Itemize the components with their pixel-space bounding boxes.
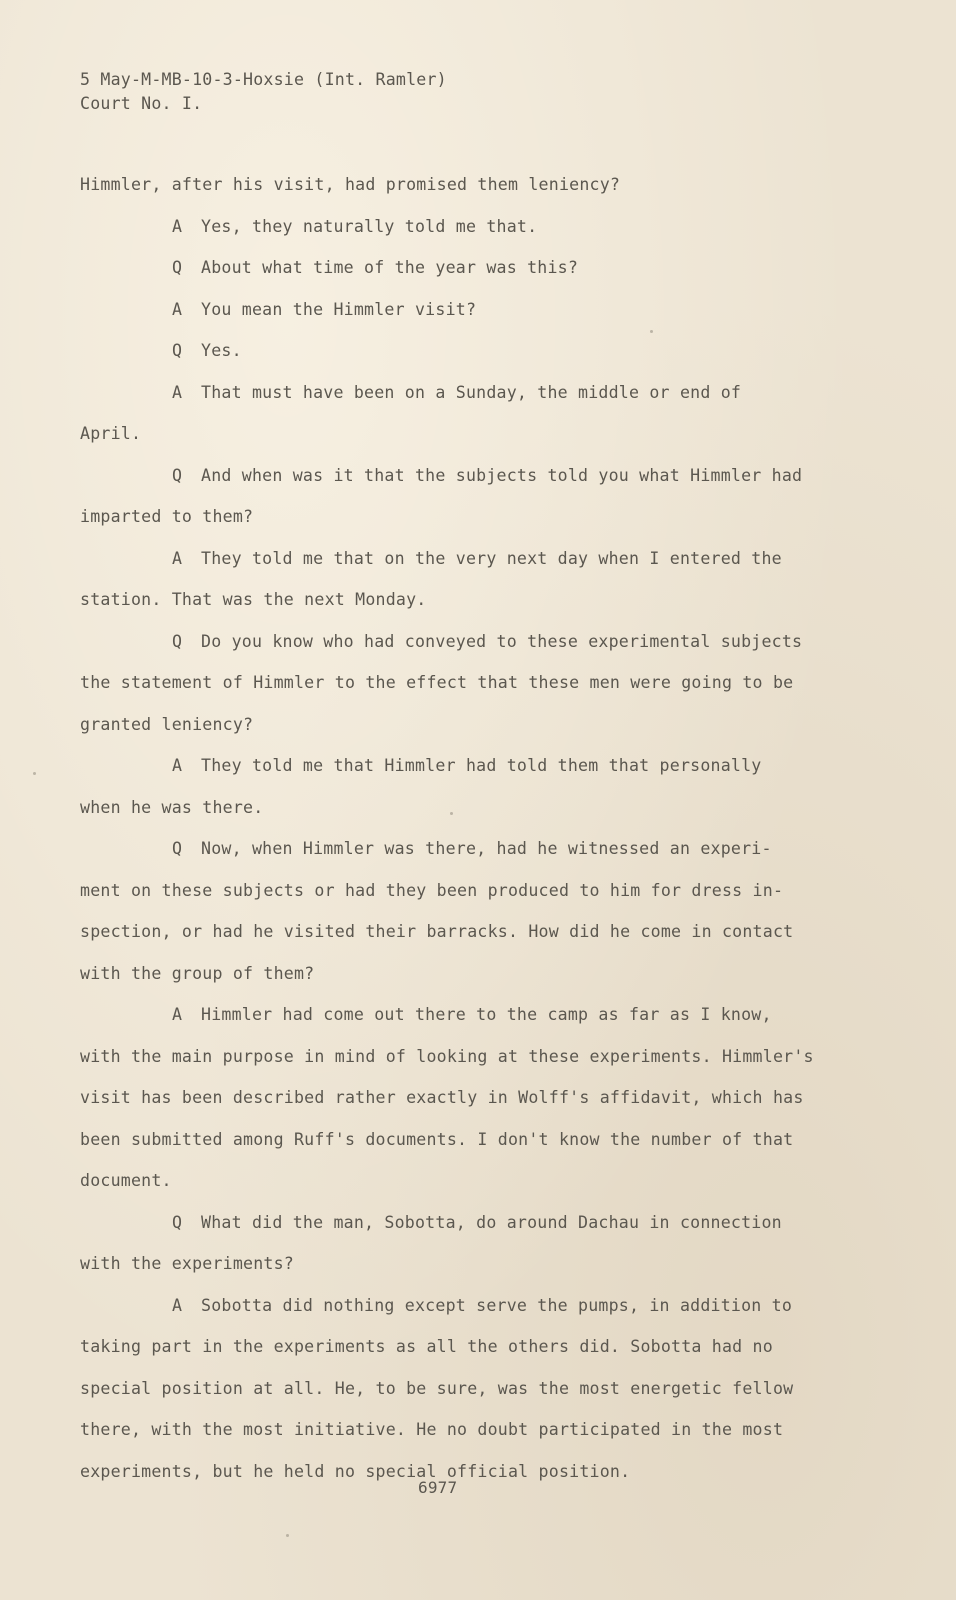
line-text: And when was it that the subjects told you what Himmler had (201, 465, 803, 485)
continuation-line (80, 961, 860, 1003)
speaker-label: A (172, 1005, 183, 1024)
speaker-label: Q (172, 258, 183, 277)
speaker-label: A (172, 1295, 183, 1315)
continuation-line (80, 795, 860, 837)
line-text: special position at all. He, to be sure, was the most energetic fellow (80, 1378, 794, 1398)
speaker-label: A (172, 756, 183, 775)
continuation-line (80, 1334, 860, 1376)
line-text: there, with the most initiative. He no doubt participated in the most (80, 1420, 784, 1439)
line-text: station. That was the next Monday. (80, 590, 427, 609)
line-text: Himmler had come out there to the camp as far as I know, (201, 1005, 772, 1024)
dialogue-line-question (80, 629, 860, 671)
line-text: What did the man, Sobotta, do around Dachau in connection (201, 1212, 782, 1232)
continuation-line (80, 1417, 860, 1459)
line-text: the statement of Himmler to the effect that these men were going to be (80, 673, 794, 692)
continuation-line (80, 1127, 860, 1169)
speaker-label: Q (172, 839, 183, 858)
line-text: You mean the Himmler visit? (201, 299, 477, 319)
continuation-line (80, 172, 860, 214)
line-text: spection, or had he visited their barracks. How did he come in contact (80, 922, 794, 941)
paper-speck (650, 330, 653, 333)
speaker-label: A (172, 299, 183, 319)
continuation-line (80, 1251, 860, 1293)
line-text: Now, when Himmler was there, had he witnessed an experi- (201, 839, 772, 858)
document-header (80, 68, 447, 116)
dialogue-line-answer (80, 214, 860, 256)
continuation-line (80, 712, 860, 754)
line-text: imparted to them? (80, 507, 254, 526)
transcript-body (80, 172, 860, 1500)
line-text: with the group of them? (80, 963, 315, 983)
dialogue-line-question (80, 255, 860, 297)
continuation-line (80, 421, 860, 463)
line-text: Sobotta did nothing except serve the pumps, in addition to (201, 1295, 793, 1315)
paper-speck (450, 812, 453, 815)
line-text: taking part in the experiments as all the others did. Sobotta had no (80, 1337, 773, 1356)
continuation-line (80, 919, 860, 961)
dialogue-line-answer (80, 380, 860, 422)
line-text: April. (80, 424, 142, 443)
speaker-label: A (172, 216, 183, 236)
line-text: ment on these subjects or had they been produced to him for dress in- (80, 880, 784, 900)
dialogue-line-answer (80, 753, 860, 795)
header-court-line: Court No. I. (80, 94, 203, 113)
continuation-line (80, 1085, 860, 1127)
continuation-line (80, 670, 860, 712)
line-text: document. (80, 1171, 172, 1190)
dialogue-line-answer (80, 1293, 860, 1335)
line-text: when he was there. (80, 797, 264, 817)
line-text: Yes, they naturally told me that. (201, 216, 538, 236)
continuation-line (80, 878, 860, 920)
line-text: They told me that Himmler had told them that personally (201, 756, 762, 775)
line-text: That must have been on a Sunday, the middle or end of (201, 382, 742, 402)
dialogue-line-question (80, 338, 860, 380)
line-text: They told me that on the very next day when I entered the (201, 548, 782, 568)
speaker-label: Q (172, 1212, 183, 1232)
speaker-label: A (172, 382, 183, 402)
continuation-line (80, 1376, 860, 1418)
line-text: been submitted among Ruff's documents. I don't know the number of that (80, 1129, 794, 1149)
line-text: Yes. (201, 341, 242, 360)
continuation-line (80, 587, 860, 629)
header-reference-line: 5 May-M-MB-10-3-Hoxsie (Int. Ramler) (80, 70, 447, 89)
dialogue-line-question (80, 836, 860, 878)
paper-speck (33, 772, 36, 775)
line-text: About what time of the year was this? (201, 258, 579, 277)
dialogue-line-question (80, 1210, 860, 1252)
line-text: with the main purpose in mind of looking at these experiments. Himmler's (80, 1046, 814, 1066)
line-text: Himmler, after his visit, had promised them leniency? (80, 175, 621, 194)
line-text: Do you know who had conveyed to these experimental subjects (201, 631, 803, 651)
dialogue-line-answer (80, 297, 860, 339)
speaker-label: A (172, 548, 183, 568)
line-text: visit has been described rather exactly in Wolff's affidavit, which has (80, 1088, 804, 1107)
dialogue-line-question (80, 463, 860, 505)
continuation-line (80, 504, 860, 546)
line-text: with the experiments? (80, 1254, 294, 1273)
speaker-label: Q (172, 465, 183, 485)
continuation-line (80, 1459, 860, 1501)
page-number: 6977 (418, 1478, 458, 1497)
speaker-label: Q (172, 341, 183, 360)
dialogue-line-answer (80, 546, 860, 588)
continuation-line (80, 1168, 860, 1210)
line-text: experiments, but he held no special official position. (80, 1461, 631, 1481)
continuation-line (80, 1044, 860, 1086)
speaker-label: Q (172, 631, 183, 651)
dialogue-line-answer (80, 1002, 860, 1044)
line-text: granted leniency? (80, 714, 254, 734)
paper-speck (286, 1534, 289, 1537)
